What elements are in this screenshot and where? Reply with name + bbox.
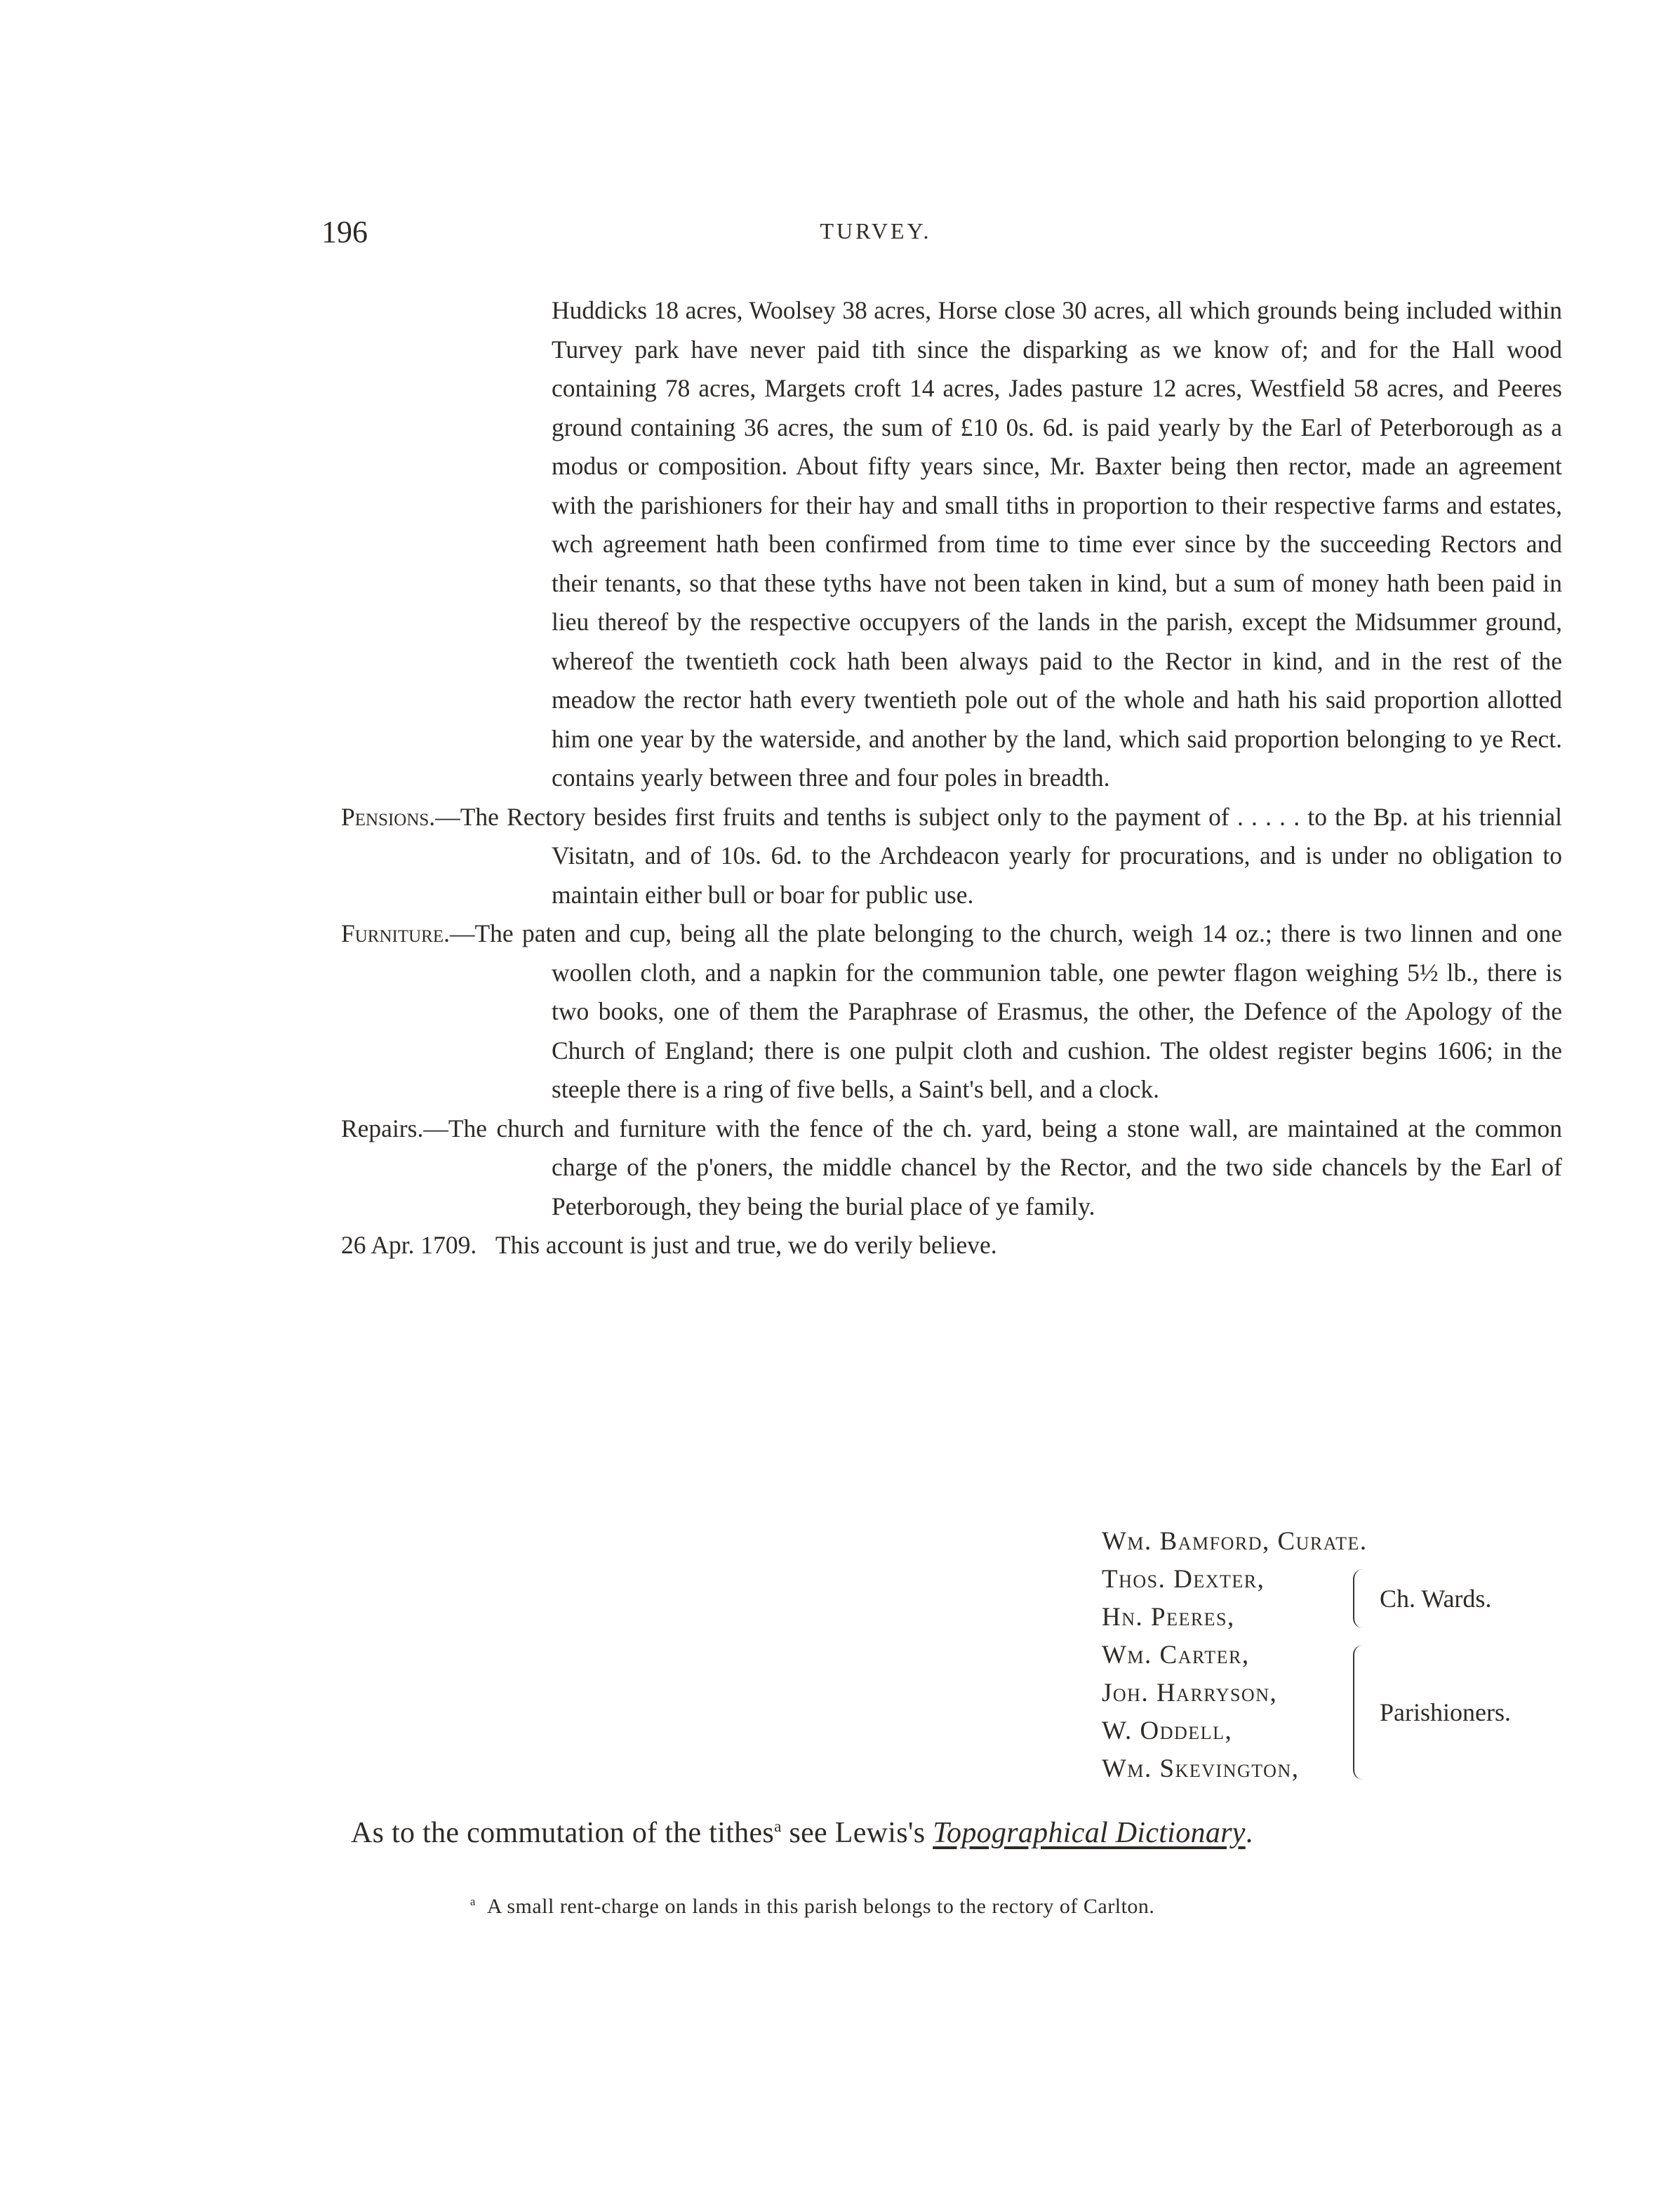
footnote-reference: a <box>774 1817 782 1835</box>
wardens-names <box>1102 1561 1347 1637</box>
attestation-date: 26 Apr. 1709. <box>341 1231 477 1259</box>
signature-parishioner: W. Oddell, <box>1102 1717 1233 1745</box>
parishioners-names <box>1102 1637 1347 1788</box>
furniture-text: —The paten and cup, being all the plate belonging to the church, weigh 14 oz.; there is two linnen and one woollen cloth, and a napkin for the communion table, one pewter flagon weighing 5½ lb., there is two books, one of them the Paraphrase of Erasmus, the other, the Defence of the Apology of the Church of England; there is one pulpit cloth and cushion. The oldest register begins 1606; in the steeple there is a ring of five bells, a Saint's bell, and a clock. <box>450 919 1562 1103</box>
signature-parishioner: Wm. Carter, <box>1102 1641 1250 1670</box>
signature-block <box>1102 1523 1593 1788</box>
wardens-brace <box>1353 1569 1368 1628</box>
attestation-text: This account is just and true, we do verily believe. <box>495 1231 997 1259</box>
signature-warden: Hn. Peeres, <box>1102 1603 1235 1632</box>
page-number: 196 <box>321 215 368 249</box>
commutation-note <box>351 1816 1558 1850</box>
wardens-group <box>1102 1561 1593 1637</box>
date-line <box>341 1226 1562 1265</box>
furniture-label: Furniture. <box>341 919 450 947</box>
wardens-label: Ch. Wards. <box>1380 1585 1492 1613</box>
repairs-text: —The church and furniture with the fence of the ch. yard, being a stone wall, are maintained at the common charge of the p'oners, the middle chancel by the Rector, and the two side chancels by the Earl of Peterborough, they being the burial place of ye family. <box>423 1114 1562 1220</box>
running-title: TURVEY. <box>820 218 932 244</box>
signature-parishioner: Wm. Skevington, <box>1102 1754 1300 1783</box>
opening-paragraph: Huddicks 18 acres, Woolsey 38 acres, Horse close 30 acres, all which grounds being included within Turvey park have never paid tith since the disparking as we know of; and for the Hall wood containing 78 acres, Margets croft 14 acres, Jades pasture 12 acres, Westfield 58 acres, and Peeres ground containing 36 acres, the sum of £10 0s. 6d. is paid yearly by the Earl of Peterborough as a modus or composition. About fifty years since, Mr. Baxter being then rector, made an agreement with the parishioners for their hay and small tiths in proportion to their respective farms and estates, wch agreement hath been confirmed from time to time ever since by the succeeding Rectors and their tenants, so that these tyths have not been taken in kind, but a sum of money hath been paid in lieu thereof by the respective occupyers of the lands in the parish, except the Midsummer ground, whereof the twentieth cock hath been always paid to the Rector in kind, and in the rest of the meadow the rector hath every twentieth pole out of the whole and hath his said proportion allotted him one year by the waterside, and another by the land, which said proportion belonging to ye Rect. contains yearly between three and four poles in breadth. <box>552 296 1562 792</box>
parishioners-label: Parishioners. <box>1380 1698 1511 1726</box>
reference-title: Topographical Dictionary <box>933 1817 1246 1849</box>
running-head <box>321 214 1430 256</box>
parishioners-brace <box>1353 1645 1368 1780</box>
commutation-text: As to the commutation of the tithes <box>351 1817 775 1849</box>
commutation-end: . <box>1245 1817 1253 1849</box>
signature-warden: Thos. Dexter, <box>1102 1565 1265 1594</box>
repairs-label: Repairs. <box>341 1114 424 1142</box>
footnote-text: A small rent-charge on lands in this parish belongs to the rectory of Carlton. <box>486 1895 1155 1918</box>
footnote <box>470 1895 1523 1919</box>
body-text <box>341 291 1562 1265</box>
furniture-paragraph <box>341 914 1562 1109</box>
parishioners-group <box>1102 1637 1593 1788</box>
pensions-paragraph <box>341 798 1562 915</box>
signature-parishioner: Joh. Harryson, <box>1102 1679 1278 1707</box>
pensions-text: —The Rectory besides first fruits and tenths is subject only to the payment of . . . . . to the Bp. at his triennial Visitatn, and of 10s. 6d. to the Archdeacon yearly for procurations, and is under no obligation to maintain either bull or boar for public use. <box>435 802 1562 909</box>
signature-curate: Wm. Bamford, Curate. <box>1102 1527 1368 1556</box>
repairs-paragraph <box>341 1109 1562 1227</box>
pensions-label: Pensions. <box>341 802 436 831</box>
commutation-middle: see Lewis's <box>781 1817 933 1849</box>
footnote-marker: a <box>470 1895 476 1908</box>
